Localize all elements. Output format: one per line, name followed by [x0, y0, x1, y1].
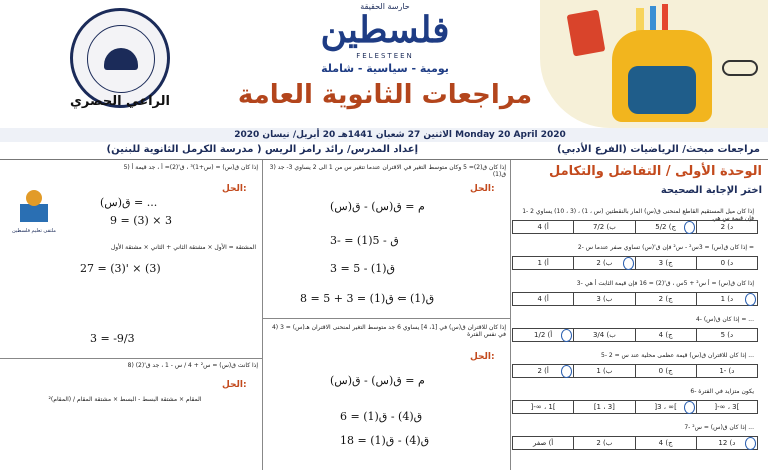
answer-option[interactable]: أ) صفر: [533, 439, 554, 447]
answer-option[interactable]: ب) 3/4: [573, 329, 634, 341]
answer-options: [512, 220, 758, 234]
answer-option[interactable]: ج) 3: [635, 257, 696, 269]
school-logo: [12, 186, 56, 238]
answer-options: [512, 364, 758, 378]
answer-option[interactable]: ب) 1: [573, 365, 634, 377]
teacher-label: إعداد المدرس/ رائد رامز الريس ( مدرسة الكرمل الثانوية للبنين): [106, 144, 418, 155]
answer-option[interactable]: أ) 4: [537, 223, 549, 231]
logo-latin: FELESTEEN: [356, 52, 414, 60]
answer-option[interactable]: ج) 4: [635, 437, 696, 449]
question-text: 3) إذا كان ق(2)= 5 وكان متوسط التغير في الاقتران عندما تتغير س من 1 الى 2 يساوي 3- جد ق(1): [269, 164, 506, 178]
university-seal: [70, 8, 170, 108]
question-text: 3- إذا كان ق(س) = أ س² + 5س ، ق'(2) = 16 فإن قيمة الثابت أ هي: [576, 280, 754, 287]
answer-option-selected[interactable]: أ) 1/2: [513, 329, 573, 341]
answer-option-selected[interactable]: ]3 ، ∞[: [635, 401, 696, 413]
answer-options: [512, 292, 758, 306]
equation-line: 27 = (3)' × (3): [80, 262, 161, 275]
solution-label: الحل:: [222, 380, 247, 390]
newspaper-logo: فلسطين: [320, 9, 450, 51]
dome-icon: [104, 48, 138, 70]
answer-option[interactable]: ب) 7/2: [573, 221, 634, 233]
equation-line: 18 = ق(4) - ق(1): [340, 434, 430, 447]
school-logo-text: ملتقى تعليم فلسطين: [12, 228, 56, 234]
answer-option-selected[interactable]: ب) 2: [573, 257, 634, 269]
divider: [0, 358, 262, 359]
divider: [262, 318, 510, 319]
answer-option[interactable]: د) 5: [696, 329, 757, 341]
answer-option[interactable]: ب) 2: [573, 437, 634, 449]
answer-option[interactable]: د) 0: [696, 257, 757, 269]
equation-line: م = ق(س) - ق(س): [330, 374, 425, 387]
date-text: الاثنين 27 شعبان 1441هـ 20 أبريل/ نيسان 2020 Monday 20 April 2020: [234, 130, 566, 140]
question-text: 5) إذا كان ق(س) = (س+1)³ ، ق'(2)= أ ، جد قيمة أ: [123, 164, 258, 171]
equation-line: 3 = ق(1) - 5: [330, 262, 396, 275]
answer-option[interactable]: ب) 3: [573, 293, 634, 305]
answer-option[interactable]: [1 ، 3]: [573, 401, 634, 413]
formula-note: المقام × مشتقة البسط - البسط × مشتقة المقام / (المقام)²: [48, 396, 202, 403]
answer-option[interactable]: ج) 0: [635, 365, 696, 377]
solution-label: الحل:: [470, 352, 495, 362]
answer-option[interactable]: أ) 1: [537, 259, 549, 267]
answer-options: [512, 436, 758, 450]
equation-line: 9 = (3) × 3: [110, 214, 172, 227]
equation-line: م = ق(س) - ق(س): [330, 200, 425, 213]
equation-line: 3 = -9/3: [90, 332, 135, 345]
equation-line: 6 = ق(4) - ق(1): [340, 410, 423, 423]
question-text: 2- إذا كان ق(س) = 3س² - س² فإن ق'(س) تساوي صفر عندما س =: [577, 244, 754, 251]
question-text: 6- يكون متزايد في الفترة: [690, 388, 754, 395]
answer-option-selected[interactable]: ج) 5/2: [635, 221, 696, 233]
question-text: 5- إذا كان للاقتران ق(س) قيمة عظمى محلية عند س = 2 ...: [601, 352, 754, 359]
answer-option-selected[interactable]: أ) 2: [513, 365, 573, 377]
answer-option[interactable]: د) 2: [696, 221, 757, 233]
answer-option[interactable]: ]-∞ ، 1[: [530, 403, 556, 411]
formula-note: المشتقة = الأول × مشتقة الثاني + الثاني × مشتقة الأول: [110, 244, 256, 251]
question-text: 8) إذا كانت ق(س) = س² + 4 / س - 1 ، جد ق'(2): [127, 362, 258, 369]
section-label: اختر الإجابة الصحيحة: [660, 185, 762, 196]
answer-option[interactable]: ]-∞ ، 3[: [696, 401, 757, 413]
patron-label: الراعي الحصري: [70, 94, 170, 109]
answer-option-selected[interactable]: د) 12: [696, 437, 757, 449]
subject-label: مراجعات مبحث/ الرياضيات (الفرع الأدبي): [556, 144, 760, 155]
answer-option[interactable]: د) -1: [696, 365, 757, 377]
question-text: 4) إذا كان للاقتران ق(س) في [1، 4] يساوي 6 جد متوسط التغير لمنحنى الاقتران هـ(س) = 3 في نفس الفترة: [271, 324, 506, 338]
logo-subtitle: يومية - سياسية - شاملة: [321, 62, 449, 75]
equation-line: 3- = (1)ق - 5: [330, 234, 399, 247]
answer-option-selected[interactable]: د) 1: [696, 293, 757, 305]
question-text: 1- إذا كان ميل المستقيم القاطع لمنحنى ق(س) المار بالنقطتين (س ، 1) ، (3 ، 10) يساوي 2 فإن قيمة س هي: [522, 208, 754, 222]
answer-options: [512, 256, 758, 270]
question-text: 7- إذا كان ق(س) = س² ...: [684, 424, 754, 431]
answer-option[interactable]: ج) 4: [635, 329, 696, 341]
answer-options: [512, 400, 758, 414]
page-title: مراجعات الثانوية العامة: [237, 80, 533, 110]
answer-options: [512, 328, 758, 342]
question-text: 4- إذا كان ق(س) = ...: [695, 316, 754, 323]
equation-line: ق(س) = ...: [100, 196, 158, 209]
solution-label: الحل:: [470, 184, 495, 194]
answer-option[interactable]: ج) 2: [635, 293, 696, 305]
glasses-icon: [722, 60, 758, 76]
logo-tagline: حارسة الحقيقة: [360, 2, 410, 11]
backpack-pocket: [628, 66, 696, 114]
unit-title: الوحدة الأولى / التفاضل والتكامل: [548, 164, 762, 179]
solution-label: الحل:: [222, 184, 247, 194]
equation-line: 8 = ق(1) ⇐ ق(1) = 3 + 5: [300, 292, 435, 305]
answer-option[interactable]: أ) 4: [537, 295, 549, 303]
